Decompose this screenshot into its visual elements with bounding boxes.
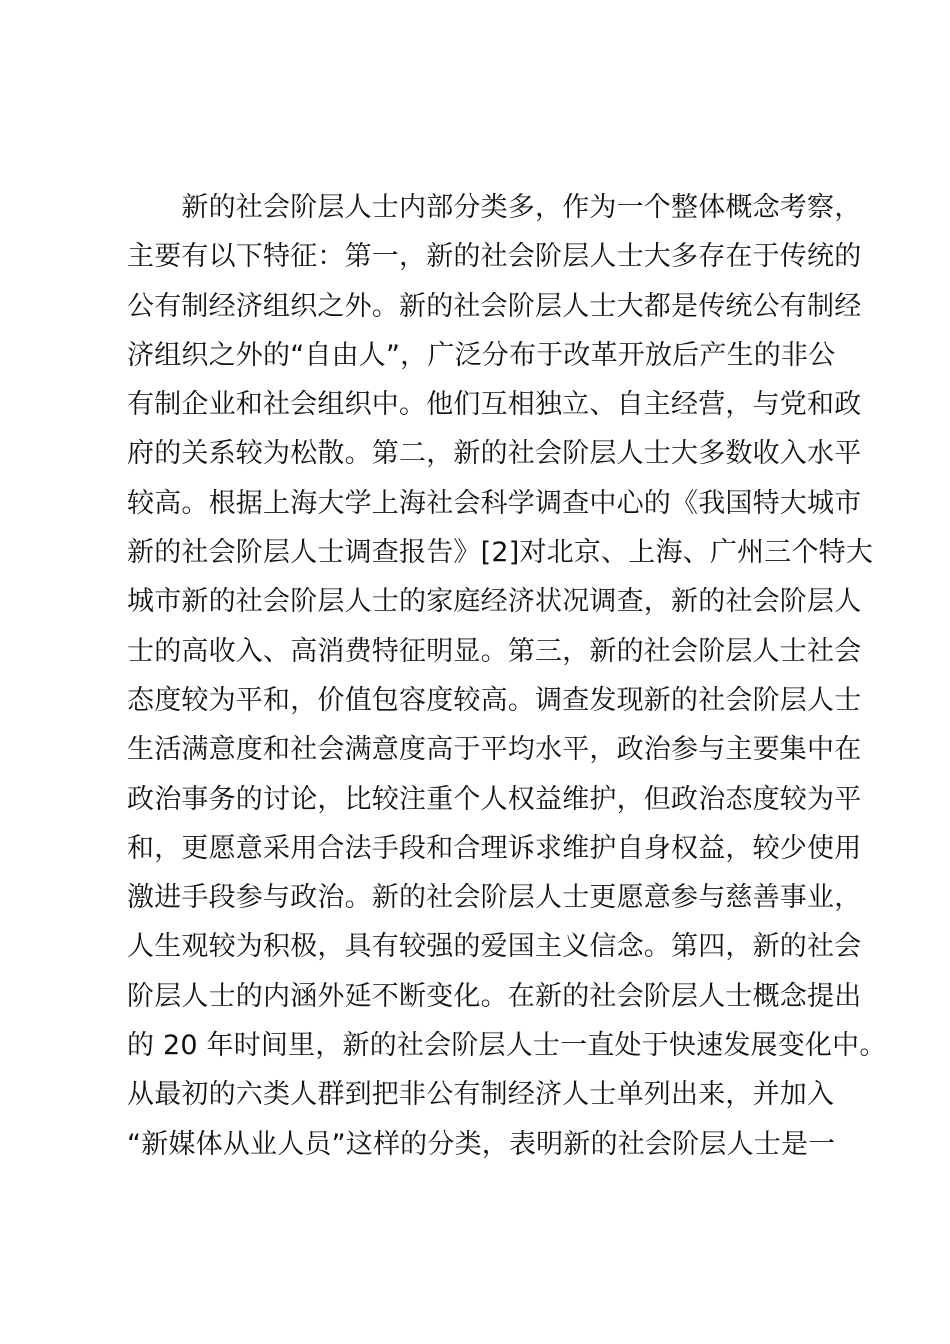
paragraph-line: 城市新的社会阶层人士的家庭经济状况调查，新的社会阶层人: [127, 586, 862, 618]
paragraph-line: 士的高收入、高消费特征明显。第三，新的社会阶层人士社会: [127, 635, 862, 667]
paragraph-line: 态度较为平和，价值包容度较高。调查发现新的社会阶层人士: [127, 684, 862, 716]
paragraph-line: “新媒体从业人员”这样的分类，表明新的社会阶层人士是一: [127, 1128, 836, 1160]
paragraph-line: 政治事务的讨论，比较注重个人权益维护，但政治态度较为平: [127, 783, 862, 815]
paragraph-line: 公有制经济组织之外。新的社会阶层人士大都是传统公有制经: [127, 290, 862, 322]
paragraph-line: 主要有以下特征：第一，新的社会阶层人士大多存在于传统的: [127, 241, 862, 273]
paragraph-line: 阶层人士的内涵外延不断变化。在新的社会阶层人士概念提出: [127, 980, 862, 1012]
paragraph-line: 激进手段参与政治。新的社会阶层人士更愿意参与慈善事业，: [127, 882, 862, 914]
paragraph-line: 府的关系较为松散。第二，新的社会阶层人士大多数收入水平: [127, 438, 862, 470]
body-paragraph: [127, 183, 887, 1169]
paragraph-line: 有制企业和社会组织中。他们互相独立、自主经营，与党和政: [127, 389, 862, 421]
paragraph-line: 人生观较为积极，具有较强的爱国主义信念。第四，新的社会: [127, 931, 862, 963]
paragraph-line: 新的社会阶层人士调查报告》[2]对北京、上海、广州三个特大: [127, 537, 874, 569]
paragraph-line: 从最初的六类人群到把非公有制经济人士单列出来，并加入: [127, 1079, 835, 1111]
paragraph-line: 生活满意度和社会满意度高于平均水平，政治参与主要集中在: [127, 734, 862, 766]
paragraph-line: 较高。根据上海大学上海社会科学调查中心的《我国特大城市: [127, 487, 862, 519]
paragraph-line: 的 20 年时间里，新的社会阶层人士一直处于快速发展变化中。: [127, 1030, 887, 1062]
paragraph-line: 济组织之外的“自由人”，广泛分布于改革开放后产生的非公: [127, 339, 836, 371]
paragraph-line: 和，更愿意采用合法手段和合理诉求维护自身权益，较少使用: [127, 832, 862, 864]
paragraph-line: 新的社会阶层人士内部分类多，作为一个整体概念考察，: [127, 192, 862, 223]
